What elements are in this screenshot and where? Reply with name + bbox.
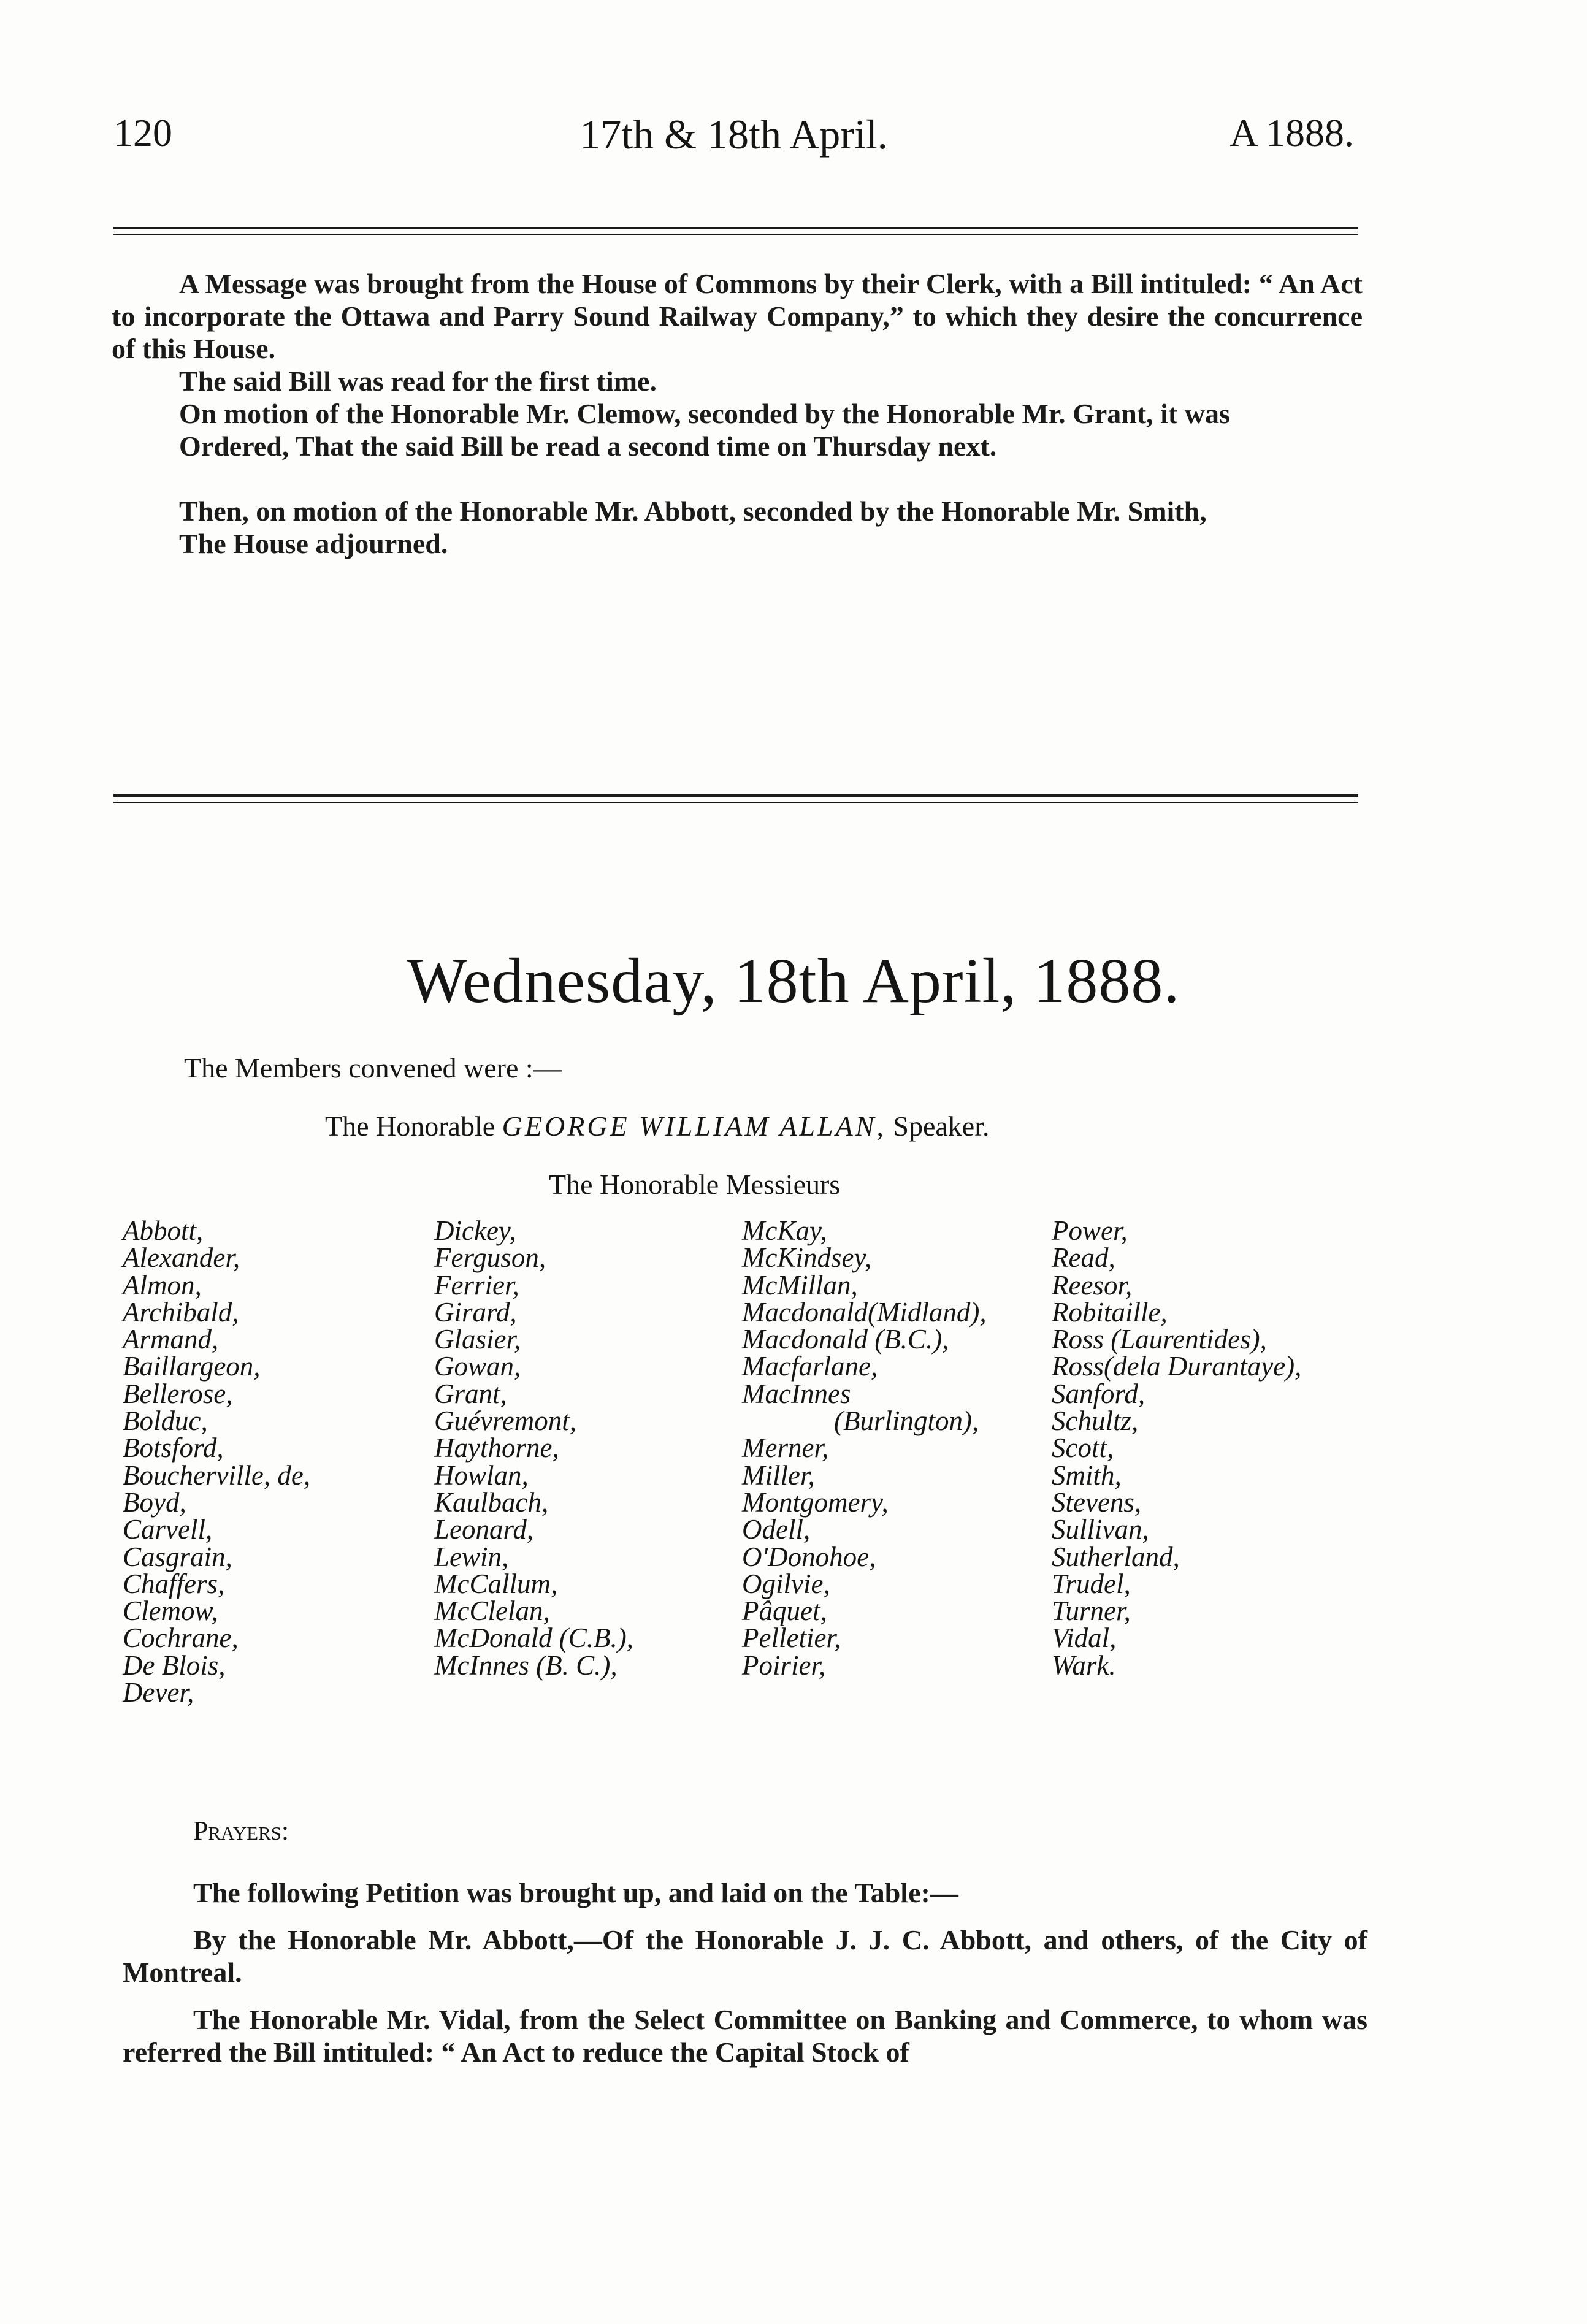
member-name: Macfarlane, (742, 1351, 878, 1382)
member-name: Girard, (434, 1296, 517, 1328)
member-name: Bolduc, (123, 1405, 208, 1437)
member-name: Armand, (123, 1324, 219, 1355)
member-name: Montgomery, (742, 1486, 889, 1518)
member-name: Dever, (123, 1677, 194, 1708)
speaker-prefix: The Honorable (325, 1110, 495, 1142)
member-name: Scott, (1052, 1432, 1114, 1464)
member-name: Ferrier, (434, 1269, 519, 1301)
members-column-3 (742, 1217, 987, 1679)
message-section (112, 267, 1363, 560)
member-name: Ferguson, (434, 1242, 546, 1274)
member-name: Odell, (742, 1514, 811, 1545)
member-name: Stevens, (1052, 1486, 1142, 1518)
member-name: Guévremont, (434, 1405, 577, 1437)
member-name: O'Donohoe, (742, 1541, 876, 1572)
paragraph: The House adjourned. (179, 528, 448, 559)
member-name: Sanford, (1052, 1378, 1145, 1409)
member-name: Boyd, (123, 1486, 186, 1518)
member-name: Robitaille, (1052, 1296, 1168, 1328)
header-rule-secondary (113, 234, 1358, 235)
section-rule (113, 794, 1358, 797)
member-name: Cochrane, (123, 1623, 239, 1654)
member-name: Lewin, (434, 1541, 509, 1572)
member-name: Glasier, (434, 1324, 521, 1355)
member-name: Merner, (742, 1432, 829, 1464)
member-name: Sullivan, (1052, 1514, 1149, 1545)
member-name: McKay, (742, 1215, 827, 1246)
member-name: McInnes (B. C.), (434, 1649, 618, 1681)
member-name: Trudel, (1052, 1568, 1131, 1599)
member-name: McCallum, (434, 1568, 558, 1599)
speaker-suffix: Speaker. (893, 1110, 990, 1142)
member-name: MacInnes (742, 1378, 851, 1409)
member-name: Miller, (742, 1459, 815, 1491)
member-name: Sutherland, (1052, 1541, 1180, 1572)
member-name: Ogilvie, (742, 1568, 830, 1599)
paragraph: On motion of the Honorable Mr. Clemow, seconded by the Honorable Mr. Grant, it was (179, 398, 1230, 429)
paragraph: By the Honorable Mr. Abbott,—Of the Honorable J. J. C. Abbott, and others, of the City of Montreal. (123, 1924, 1367, 1988)
member-name: Macdonald(Midland), (742, 1296, 987, 1328)
member-name: Baillargeon, (123, 1351, 261, 1382)
members-column-1 (123, 1217, 310, 1706)
member-name: De Blois, (123, 1649, 226, 1681)
member-name: Chaffers, (123, 1568, 225, 1599)
member-name: Reesor, (1052, 1269, 1133, 1301)
paragraph: Then, on motion of the Honorable Mr. Abbott, seconded by the Honorable Mr. Smith, (179, 495, 1207, 527)
member-name: Botsford, (123, 1432, 224, 1464)
member-name: Casgrain, (123, 1541, 232, 1572)
member-name: Pâquet, (742, 1596, 827, 1627)
speaker-line (325, 1110, 990, 1142)
member-name: Turner, (1052, 1596, 1131, 1627)
member-name: Poirier, (742, 1649, 826, 1681)
members-column-4 (1052, 1217, 1301, 1679)
member-name: Archibald, (123, 1296, 239, 1328)
paragraph: The following Petition was brought up, and laid on the Table:— (193, 1877, 958, 1908)
member-name: Smith, (1052, 1459, 1122, 1491)
member-name: Schultz, (1052, 1405, 1139, 1437)
member-name: Haythorne, (434, 1432, 559, 1464)
member-name: McDonald (C.B.), (434, 1623, 633, 1654)
member-name: Carvell, (123, 1514, 213, 1545)
members-intro: The Members convened were :— (184, 1052, 562, 1084)
member-name: Almon, (123, 1269, 202, 1301)
member-name: (Burlington), (834, 1405, 979, 1437)
member-name: Bellerose, (123, 1378, 233, 1409)
member-name: Wark. (1052, 1649, 1116, 1681)
date-heading: Wednesday, 18th April, 1888. (407, 946, 1180, 1016)
member-name: Alexander, (123, 1242, 240, 1274)
member-name: Grant, (434, 1378, 507, 1409)
header-rule (113, 227, 1358, 229)
speaker-name: GEORGE WILLIAM ALLAN, (502, 1110, 886, 1142)
member-name: Leonard, (434, 1514, 534, 1545)
paragraph: The Honorable Mr. Vidal, from the Select Committee on Banking and Commerce, to whom was referred the Bill intituled: “ An Act to reduce the Capital Stock of (123, 2004, 1367, 2068)
member-name: Gowan, (434, 1351, 521, 1382)
member-name: Ross(dela Durantaye), (1052, 1351, 1302, 1382)
paragraph: A Message was brought from the House of Commons by their Clerk, with a Bill intituled: “ An Act to incorporate the Ottawa and Parry Sound Railway Company,” to which they desire the concurrence of this House. (112, 268, 1363, 364)
member-name: Howlan, (434, 1459, 529, 1491)
member-name: Ross (Laurentides), (1052, 1324, 1267, 1355)
member-name: Macdonald (B.C.), (742, 1324, 949, 1355)
member-name: Power, (1052, 1215, 1128, 1246)
member-name: McKindsey, (742, 1242, 872, 1274)
member-name: Read, (1052, 1242, 1115, 1274)
paragraph: The said Bill was read for the first time. (179, 365, 657, 397)
page-number: 120 (113, 111, 172, 155)
member-name: Dickey, (434, 1215, 516, 1246)
petition-section (123, 1876, 1367, 2068)
year-mark: A 1888. (1229, 111, 1354, 155)
member-name: Kaulbach, (434, 1486, 549, 1518)
member-name: Clemow, (123, 1596, 218, 1627)
member-name: Abbott, (123, 1215, 204, 1246)
members-column-2 (434, 1217, 633, 1679)
prayers-heading: Prayers: (193, 1816, 289, 1846)
paragraph: Ordered, That the said Bill be read a second time on Thursday next. (179, 430, 997, 462)
member-name: Pelletier, (742, 1623, 841, 1654)
running-header (113, 110, 1354, 184)
running-title: 17th & 18th April. (579, 111, 888, 158)
member-name: Boucherville, de, (123, 1459, 311, 1491)
member-name: Vidal, (1052, 1623, 1117, 1654)
member-name: McClelan, (434, 1596, 550, 1627)
member-name: McMillan, (742, 1269, 858, 1301)
messieurs-heading: The Honorable Messieurs (549, 1169, 841, 1200)
section-rule-secondary (113, 802, 1358, 803)
